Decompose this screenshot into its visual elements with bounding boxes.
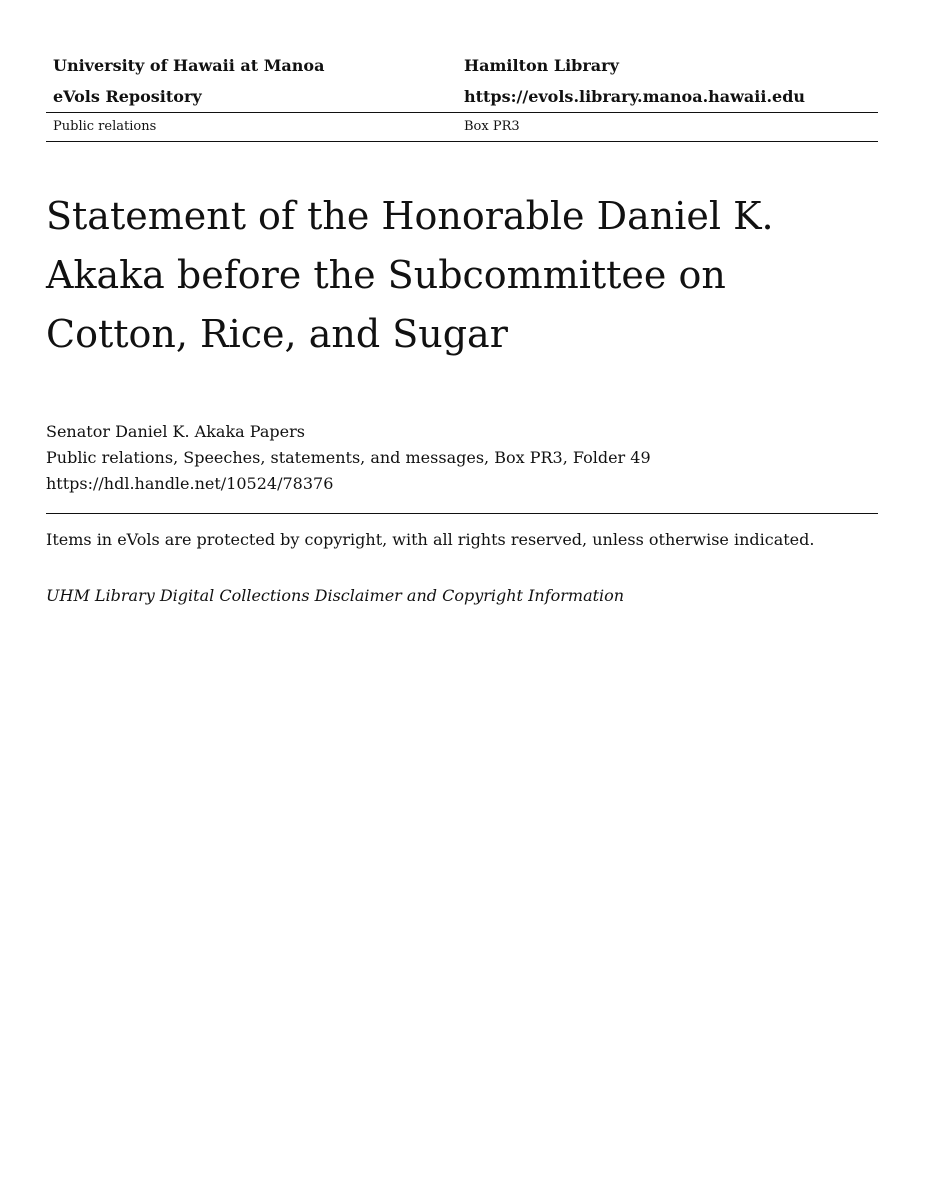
handle-link[interactable]: https://hdl.handle.net/10524/78376 [46, 474, 334, 493]
folder-location: Public relations, Speeches, statements, and messages, Box PR3, Folder 49 [46, 448, 651, 467]
repository-url[interactable]: https://evols.library.manoa.hawaii.edu [464, 87, 806, 106]
disclaimer-link[interactable]: UHM Library Digital Collections Disclaimer and Copyright Information [46, 586, 625, 605]
copyright-notice: Items in eVols are protected by copyright, with all rights reserved, unless otherwise indicated. [46, 530, 815, 549]
document-metadata [46, 419, 878, 497]
box-label: Box PR3 [464, 119, 520, 134]
header-row-1 [46, 50, 878, 81]
header-row-3 [46, 113, 878, 141]
repository-name: eVols Repository [53, 87, 202, 106]
header-block [46, 50, 878, 142]
header-divider-bottom [46, 141, 878, 142]
collection-name: Senator Daniel K. Akaka Papers [46, 422, 305, 441]
library-name: Hamilton Library [464, 56, 619, 75]
institution-name: University of Hawaii at Manoa [53, 56, 325, 75]
collection-area: Public relations [53, 119, 157, 134]
metadata-divider [46, 513, 878, 514]
document-title: Statement of the Honorable Daniel K. Akaka before the Subcommittee on Cotton, Rice, and Sugar [46, 194, 774, 356]
header-row-2 [46, 81, 878, 112]
